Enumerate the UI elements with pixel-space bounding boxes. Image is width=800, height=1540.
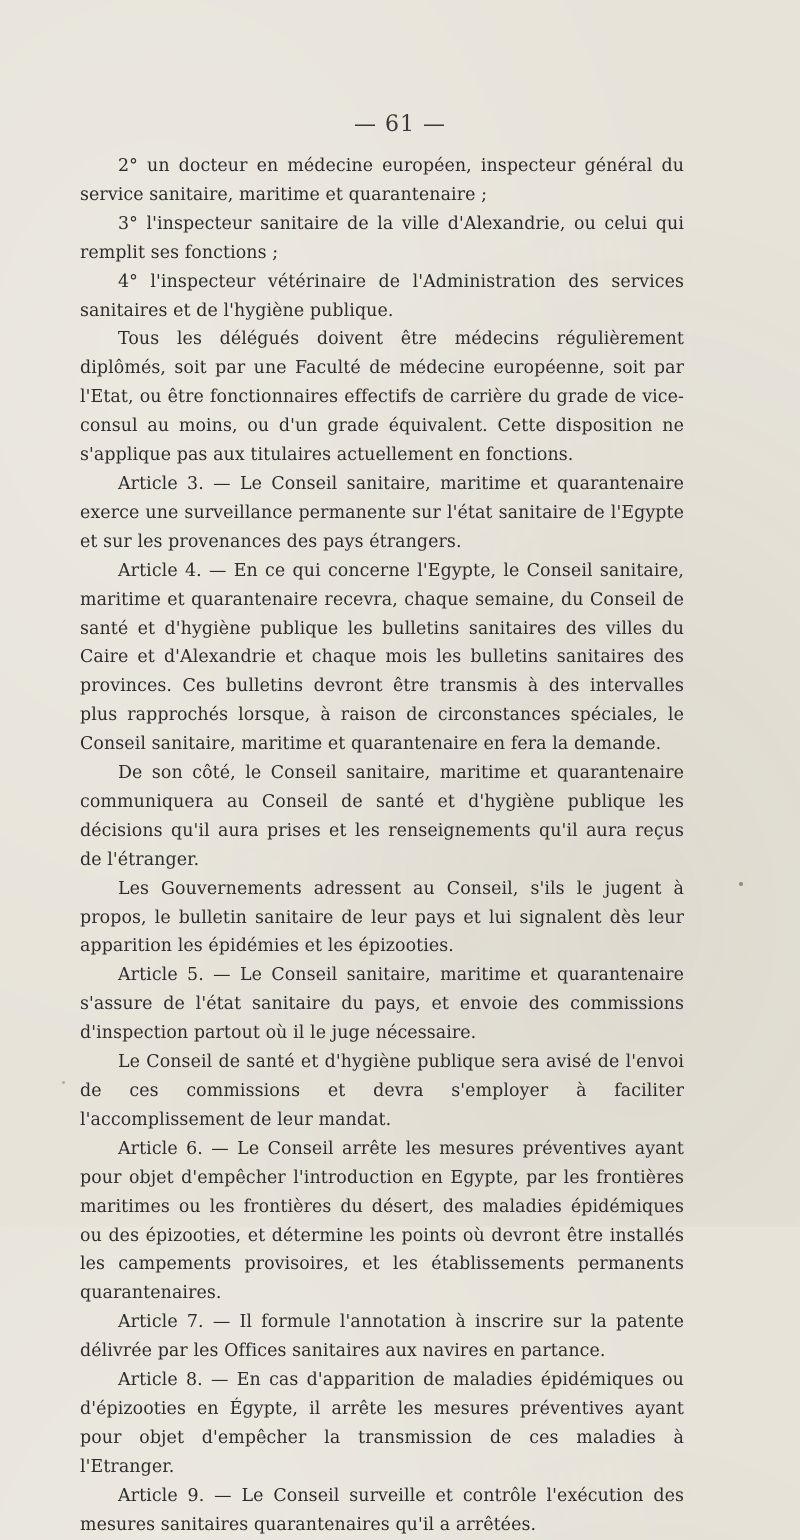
paragraph-item-3: 3° l'inspecteur sanitaire de la ville d'Alexandrie, ou celui qui remplit ses fonctions ; (80, 213, 684, 263)
paragraph-delegues: Tous les délégués doivent être médecins régulièrement diplômés, soit par une Faculté de médecine européenne, soit par l'Etat, ou être fonctionnaires effectifs de carrière du grade de vice-consul au moins, ou d'un grade équivalent. Cette disposition ne s'applique pas aux titulaires actuellement en fonctions. (80, 329, 684, 466)
paragraph-item-2: 2° un docteur en médecine européen, inspecteur général du service sanitaire, maritime et quarantenaire ; (80, 156, 684, 205)
paragraph-article-4: Article 4. — En ce qui concerne l'Egypte, le Conseil sanitaire, maritime et quarantenaire recevra, chaque semaine, du Conseil de santé et d'hygiène publique les bulletins sanitaires des villes du Caire et d'Alexandrie et chaque mois les bulletins sanitaires des provinces. Ces bulletins devront être transmis à des intervalles plus rapprochés lorsque, à raison de circonstances spéciales, le Conseil sanitaire, maritime et quarantenaire en fera la demande. (80, 560, 684, 755)
paragraph-article-4-communication: De son côté, le Conseil sanitaire, maritime et quarantenaire communiquera au Conseil de santé et d'hygiène publique les décisions qu'il aura prises et les renseignements qu'il aura reçus de l'étranger. (80, 763, 684, 870)
paragraph-article-4-gouvernements: Les Gouvernements adressent au Conseil, s'ils le jugent à propos, le bulletin sanitaire de leur pays et lui signalent dès leur apparition les épidémies et les épizooties. (80, 878, 684, 957)
paragraph-article-5-avis: Le Conseil de santé et d'hygiène publique sera avisé de l'envoi de ces commissions et devra s'employer à faciliter l'accomplissement de leur mandat. (80, 1052, 684, 1130)
paragraph-article-7: Article 7. — Il formule l'annotation à inscrire sur la patente délivrée par les Offices sanitaires aux navires en partance. (80, 1312, 684, 1362)
scan-speck (739, 882, 743, 886)
scan-speck (62, 1081, 65, 1084)
page-number: — 61 — (354, 112, 446, 137)
paragraph-article-5: Article 5. — Le Conseil sanitaire, maritime et quarantenaire s'assure de l'état sanitaire du pays, et envoie des commissions d'inspection partout où il le juge nécessaire. (80, 965, 684, 1044)
paragraph-item-4: 4° l'inspecteur vétérinaire de l'Administration des services sanitaires et de l'hygiène publique. (80, 271, 684, 321)
body-text (80, 152, 684, 1540)
paragraph-article-3: Article 3. — Le Conseil sanitaire, maritime et quarantenaire exerce une surveillance permanente sur l'état sanitaire de l'Egypte et sur les provenances des pays étrangers. (80, 473, 684, 552)
paragraph-article-6: Article 6. — Le Conseil arrête les mesures préventives ayant pour objet d'empêcher l'introduction en Egypte, par les frontières maritimes ou les frontières du désert, des maladies épidémiques ou des épizooties, et détermine les points où devront être installés les campements provisoires, et les établissements permanents quarantenaires. (80, 1138, 684, 1304)
paragraph-article-9: Article 9. — Le Conseil surveille et contrôle l'exécution des mesures sanitaires quarantenaires qu'il a arrêtées. (80, 1485, 684, 1535)
paragraph-article-8: Article 8. — En cas d'apparition de maladies épidémiques ou d'épizooties en Égypte, il arrête les mesures préventives ayant pour objet d'empêcher la transmission de ces maladies à l'Etranger. (80, 1370, 684, 1477)
